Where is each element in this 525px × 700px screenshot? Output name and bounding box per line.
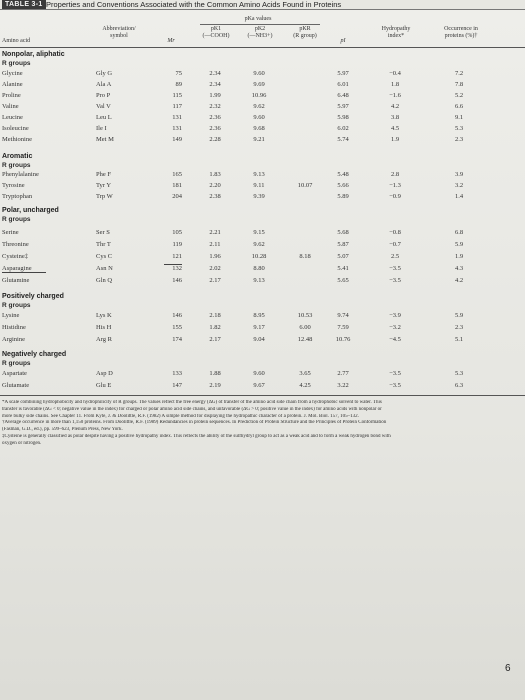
table-row: Tyrosine Tyr Y 181 2.20 9.11 10.07 5.66 −1.3 3.2: [2, 182, 464, 189]
table-label: TABLE 3-1: [2, 0, 46, 9]
section-aromatic: Aromatic: [2, 153, 33, 160]
table-row: Isoleucine Ile I 131 2.36 9.68 6.02 4.5 5.3: [2, 125, 464, 132]
header-pkr: pKR (R group): [293, 26, 317, 39]
section-positively-charged: Positively charged: [2, 293, 64, 300]
table-title: Properties and Conventions Associated with the Common Amino Acids Found in Proteins: [46, 0, 342, 9]
header-mr: Mr: [167, 38, 175, 44]
table-row: Glycine Gly G 75 2.34 9.60 5.97 −0.4 7.2: [2, 70, 464, 77]
table-row: Lysine Lys K 146 2.18 8.95 10.53 9.74 −3.9 5.9: [2, 312, 464, 319]
table-row: Arginine Arg R 174 2.17 9.04 12.48 10.76 −4.5 5.1: [2, 336, 464, 343]
strike-underline: [2, 272, 46, 273]
footnote-line: transfer is favorable (ΔG < 0; negative value in the index) for charged or polar amino acid side chains, and unfavorable (ΔG > 0; positive value in the index) for amino acids with nonpolar or: [2, 406, 382, 412]
header-bottom-rule: [0, 47, 525, 48]
footnote-line: †Average occurrence in more than 1,150 proteins. From Doolittle, R.F. (1989) Redundancies in protein sequences. In Prediction of Protein Structure and the Principles of Protein Conformation: [2, 420, 387, 426]
section-negatively-charged: Negatively charged: [2, 351, 67, 358]
header-occurrence: Occurrence in proteins (%)†: [444, 26, 478, 39]
section-polar-uncharged: Polar, uncharged: [2, 207, 59, 214]
table-row: Serine Ser S 105 2.21 9.15 5.68 −0.8 6.8: [2, 229, 464, 236]
section-r-groups-label: R groups: [2, 360, 31, 367]
section-r-groups-label: R groups: [2, 60, 31, 67]
header-pk2: pK2 (—NH3+): [247, 26, 273, 39]
section-r-groups-label: R groups: [2, 216, 31, 223]
footnote-line: *A scale combining hydrophobicity and hydrophilicity of R groups. The values reflect the free energy (ΔG) of transfer of the amino acid side chain from a hydrophobic solvent to water. This: [2, 400, 382, 405]
page-number: 6: [505, 663, 511, 674]
table-title-bar: [0, 0, 525, 10]
header-pka-rule: [200, 24, 320, 25]
table-footnotes: [2, 400, 517, 448]
table-row: Tryptophan Trp W 204 2.38 9.39 5.89 −0.9 1.4: [2, 193, 464, 200]
table-row: Glutamate Glu E 147 2.19 9.67 4.25 3.22 −3.5 6.3: [2, 382, 464, 389]
table-row: Asparagine Asn N 132 2.02 8.80 5.41 −3.5 4.3: [2, 265, 464, 272]
table-row: Histidine His H 155 1.82 9.17 6.00 7.59 −3.2 2.3: [2, 324, 464, 331]
section-nonpolar: Nonpolar, aliphatic: [2, 51, 65, 58]
header-amino-acid: Amino acid: [2, 38, 31, 44]
footnote-line: (Fasman, G.D., ed.), pp. 599–623, Plenum Press, New York.: [2, 427, 123, 433]
footnote-line: more bulky side chains. See Chapter 11. From Kyte, J. & Doolittle, R.F. (1982) A simple method for displaying the hydropathic character of a protein. J. Mol. Biol. 157, 105–132.: [2, 413, 359, 419]
table-row: Cysteine‡ Cys C 121 1.96 10.28 8.18 5.07 2.5 1.9: [2, 253, 464, 260]
header-hydropathy: Hydropathy index*: [381, 26, 411, 39]
table-bottom-rule: [0, 395, 525, 396]
header-abbreviation: Abbreviation/ symbol: [102, 26, 136, 39]
table-row: Aspartate Asp D 133 1.88 9.60 3.65 2.77 −3.5 5.3: [2, 370, 464, 377]
header-pka-values: pKa values: [244, 16, 272, 22]
table-row: Alanine Ala A 89 2.34 9.69 6.01 1.8 7.8: [2, 81, 464, 88]
section-r-groups-label: R groups: [2, 302, 31, 309]
header-pk1: pK1 (—COOH): [202, 26, 230, 39]
footnote-line: ‡Cysteine is generally classified as polar despite having a positive hydropathy index. This reflects the ability of the sulfhydryl group to act as a weak acid and to form a weak hydrogen bond with: [2, 433, 391, 439]
table-row: Proline Pro P 115 1.99 10.96 6.48 −1.6 5.2: [2, 92, 464, 99]
table-row: Valine Val V 117 2.32 9.62 5.97 4.2 6.6: [2, 103, 464, 110]
table-row: Threonine Thr T 119 2.11 9.62 5.87 −0.7 5.9: [2, 241, 464, 248]
table-row: Glutamine Gln Q 146 2.17 9.13 5.65 −3.5 4.2: [2, 277, 464, 284]
table-row: Methionine Met M 149 2.28 9.21 5.74 1.9 2.3: [2, 136, 464, 143]
table-row: Leucine Leu L 131 2.36 9.60 5.98 3.8 9.1: [2, 114, 464, 121]
mr-box-top: [164, 264, 182, 265]
table-row: Phenylalanine Phe F 165 1.83 9.13 5.48 2.8 3.9: [2, 171, 464, 178]
footnote-line: oxygen or nitrogen.: [2, 440, 42, 446]
section-r-groups-label: R groups: [2, 162, 31, 169]
header-pi: pI: [340, 38, 346, 44]
